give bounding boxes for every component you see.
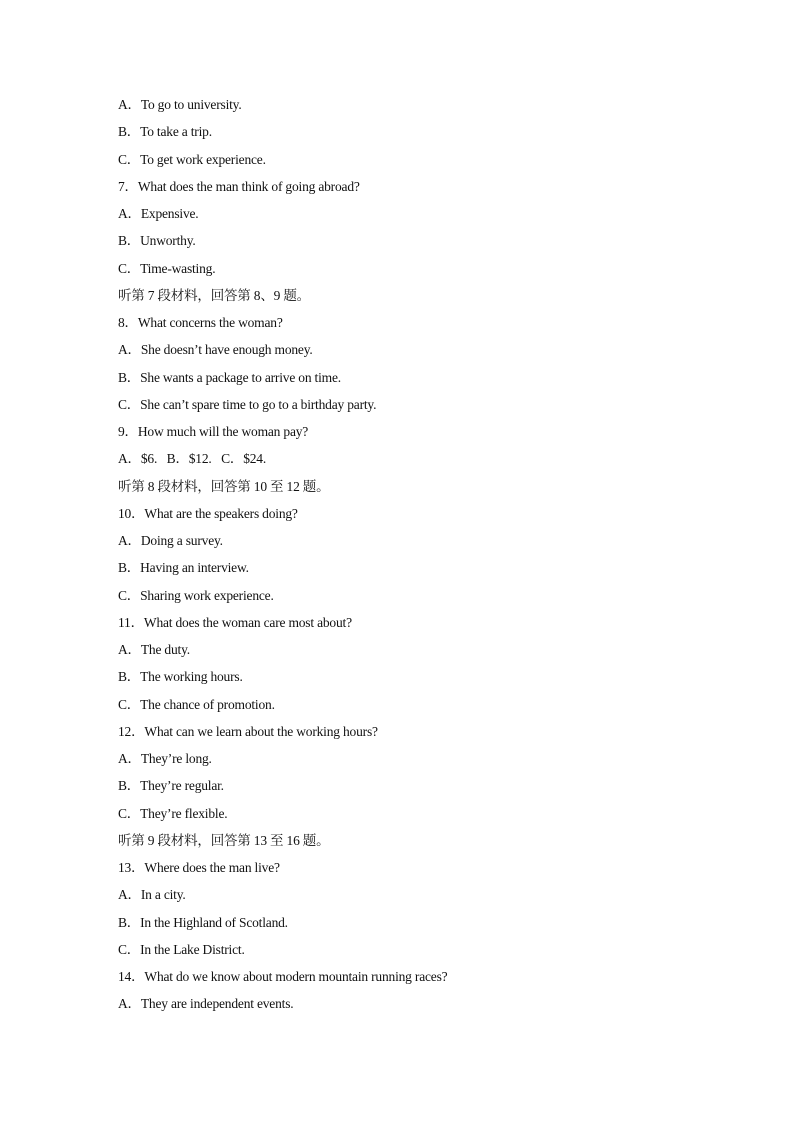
question-14: 14．What do we know about modern mountain running races?	[118, 969, 448, 984]
question-10: 10．What are the speakers doing?	[118, 505, 298, 521]
option-a: A．Expensive.	[118, 206, 199, 221]
option-a: A．In a city.	[118, 887, 186, 903]
option-a: A．To go to university.	[118, 97, 242, 112]
document-page	[118, 93, 738, 1020]
option-c: C．In the Lake District.	[118, 941, 245, 957]
option-b: B．Unworthy.	[118, 233, 196, 249]
option-a: A．They are independent events.	[118, 996, 294, 1012]
option-b: B．Having an interview.	[118, 560, 249, 576]
option-b: B．The working hours.	[118, 669, 243, 685]
question-9: 9．How much will the woman pay?	[118, 424, 309, 439]
section-instruction: 听第 8 段材料，回答第 10 至 12 题。	[118, 478, 330, 494]
option-a: A．They’re long.	[118, 751, 212, 766]
section-instruction: 听第 7 段材料，回答第 8、9 题。	[118, 287, 310, 303]
option-c: C．They’re flexible.	[118, 805, 228, 821]
section-instruction: 听第 9 段材料，回答第 13 至 16 题。	[118, 832, 330, 848]
option-c: C．The chance of promotion.	[118, 696, 275, 712]
option-a: A．The duty.	[118, 642, 190, 657]
question-8: 8．What concerns the woman?	[118, 315, 283, 330]
option-c: C．Time-wasting.	[118, 260, 216, 276]
options-inline: A．$6. B．$12. C．$24.	[118, 451, 267, 467]
option-b: B．They’re regular.	[118, 778, 224, 794]
question-7: 7．What does the man think of going abroad?	[118, 178, 360, 194]
question-13: 13．Where does the man live?	[118, 860, 280, 875]
option-c: C．She can’t spare time to go to a birthday party.	[118, 396, 377, 412]
option-b: B．She wants a package to arrive on time.	[118, 369, 341, 385]
option-a: A．She doesn’t have enough money.	[118, 342, 313, 358]
option-b: B．To take a trip.	[118, 124, 212, 140]
option-a: A．Doing a survey.	[118, 533, 223, 548]
question-12: 12．What can we learn about the working hours?	[118, 723, 378, 739]
option-c: C．Sharing work experience.	[118, 587, 274, 603]
question-11: 11．What does the woman care most about?	[118, 614, 352, 630]
option-b: B．In the Highland of Scotland.	[118, 914, 288, 930]
option-c: C．To get work experience.	[118, 151, 266, 167]
